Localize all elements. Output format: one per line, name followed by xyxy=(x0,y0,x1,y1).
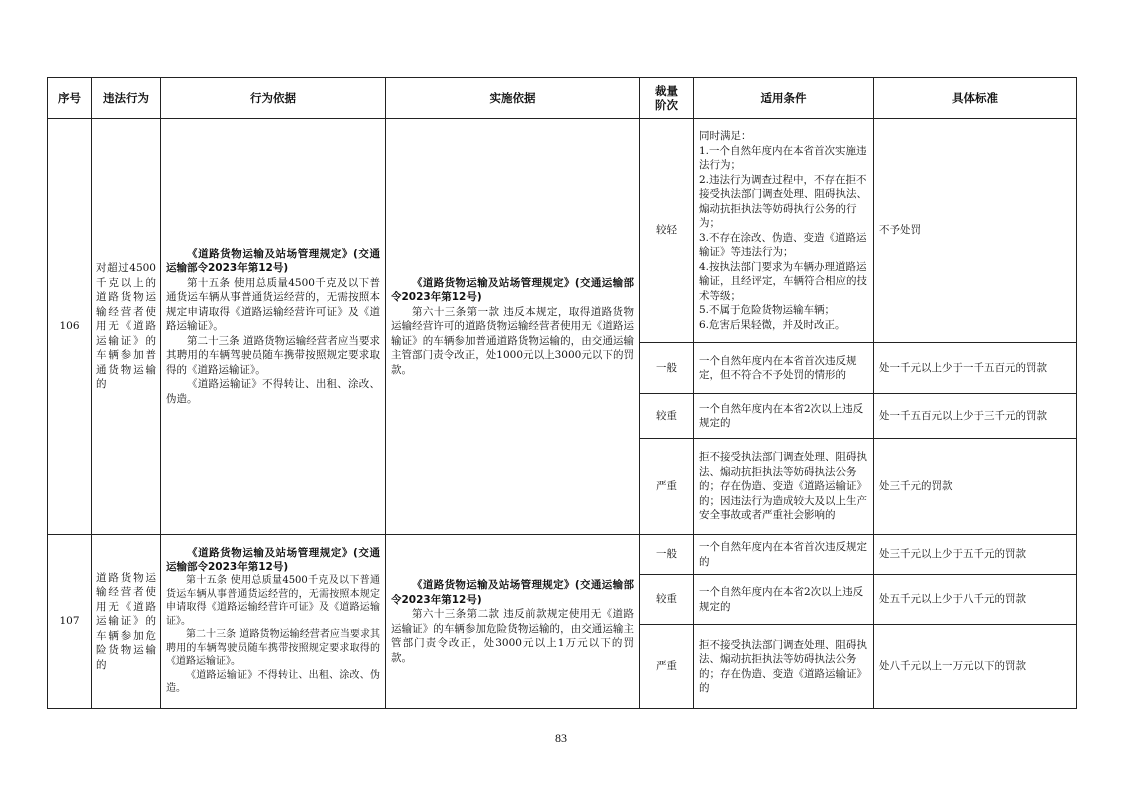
standard-cell: 不予处罚 xyxy=(874,119,1077,343)
level-cell: 较重 xyxy=(640,575,694,625)
level-cell: 一般 xyxy=(640,535,694,575)
header-standard: 具体标准 xyxy=(874,78,1077,119)
standard-cell: 处三千元以上少于五千元的罚款 xyxy=(874,535,1077,575)
standard-cell: 处五千元以上少于八千元的罚款 xyxy=(874,575,1077,625)
violation-text: 对超过4500千克以上的道路货物运输经营者使用无《道路运输证》的车辆参加普通货物运输的 xyxy=(92,119,161,535)
condition-cell: 一个自然年度内在本省2次以上违反规定的 xyxy=(694,575,874,625)
violation-text: 道路货物运输经营者使用无《道路运输证》的车辆参加危险货物运输的 xyxy=(92,535,161,709)
standard-cell: 处三千元的罚款 xyxy=(874,439,1077,535)
behavior-basis: 《道路货物运输及站场管理规定》(交通运输部令2023年第12号) 第十五条 使用总质量4500千克及以下普通货运车辆从事普通货运经营的，无需按照本规定申请取得《道路运输经营许可证》及《道路运输证》。 第二十三条 道路货物运输经营者应当要求其聘用的车辆驾驶员随车携带按照规定要求取得的《道路运输证》。 《道路运输证》不得转让、出租、涂改、伪造。 xyxy=(161,119,386,535)
condition-cell: 一个自然年度内在本省2次以上违反规定的 xyxy=(694,394,874,439)
implementation-basis: 《道路货物运输及站场管理规定》(交通运输部令2023年第12号) 第六十三条第一款 违反本规定，取得道路货物运输经营许可的道路货物运输经营者使用无《道路运输证》的车辆参加普通道路货物运输的，由交通运输主管部门责令改正，处1000元以上3000元以下的罚款。 xyxy=(386,119,640,535)
table-row xyxy=(48,535,1077,575)
condition-cell: 拒不接受执法部门调查处理、阻碍执法、煽动抗拒执法等妨碍执法公务的；存在伪造、变造《道路运输证》的 xyxy=(694,625,874,709)
standard-cell: 处八千元以上一万元以下的罚款 xyxy=(874,625,1077,709)
header-no: 序号 xyxy=(48,78,92,119)
condition-cell: 一个自然年度内在本省首次违反规定，但不符合不予处罚的情形的 xyxy=(694,343,874,394)
table-row xyxy=(48,119,1077,343)
penalty-table xyxy=(47,77,1077,709)
behavior-basis: 《道路货物运输及站场管理规定》(交通运输部令2023年第12号) 第十五条 使用总质量4500千克及以下普通货运车辆从事普通货运经营的，无需按照本规定申请取得《道路运输经营许可证》及《道路运输证》。 第二十三条 道路货物运输经营者应当要求其聘用的车辆驾驶员随车携带按照规定要求取得的《道路运输证》。 《道路运输证》不得转让、出租、涂改、伪造。 xyxy=(161,535,386,709)
header-basis: 行为依据 xyxy=(161,78,386,119)
level-cell: 严重 xyxy=(640,625,694,709)
level-cell: 严重 xyxy=(640,439,694,535)
row-number: 106 xyxy=(48,119,92,535)
implementation-basis: 《道路货物运输及站场管理规定》(交通运输部令2023年第12号) 第六十三条第二款 违反前款规定使用无《道路运输证》的车辆参加危险货物运输的，由交通运输主管部门责令改正，处3000元以上1万元以下的罚款。 xyxy=(386,535,640,709)
standard-cell: 处一千元以上少于一千五百元的罚款 xyxy=(874,343,1077,394)
header-implementation: 实施依据 xyxy=(386,78,640,119)
header-violation: 违法行为 xyxy=(92,78,161,119)
header-level: 裁量阶次 xyxy=(640,78,694,119)
condition-cell: 拒不接受执法部门调查处理、阻碍执法、煽动抗拒执法等妨碍执法公务的；存在伪造、变造《道路运输证》的；因违法行为造成较大及以上生产安全事故或者严重社会影响的 xyxy=(694,439,874,535)
condition-cell: 同时满足： 1.一个自然年度内在本省首次实施违法行为； 2.违法行为调查过程中，不存在拒不接受执法部门调查处理、阻碍执法、煽动抗拒执法等妨碍执行公务的行为； 3.不存在涂改、伪造、变造《道路运输证》等违法行为； 4.按执法部门要求为车辆办理道路运输证，且经评定，车辆符合相应的技术等级； 5.不属于危险货物运输车辆； 6.危害后果轻微，并及时改正。 xyxy=(694,119,874,343)
header-row xyxy=(48,78,1077,119)
row-number: 107 xyxy=(48,535,92,709)
page-number: 83 xyxy=(555,731,567,745)
level-cell: 较轻 xyxy=(640,119,694,343)
condition-cell: 一个自然年度内在本省首次违反规定的 xyxy=(694,535,874,575)
standard-cell: 处一千五百元以上少于三千元的罚款 xyxy=(874,394,1077,439)
level-cell: 一般 xyxy=(640,343,694,394)
header-condition: 适用条件 xyxy=(694,78,874,119)
level-cell: 较重 xyxy=(640,394,694,439)
